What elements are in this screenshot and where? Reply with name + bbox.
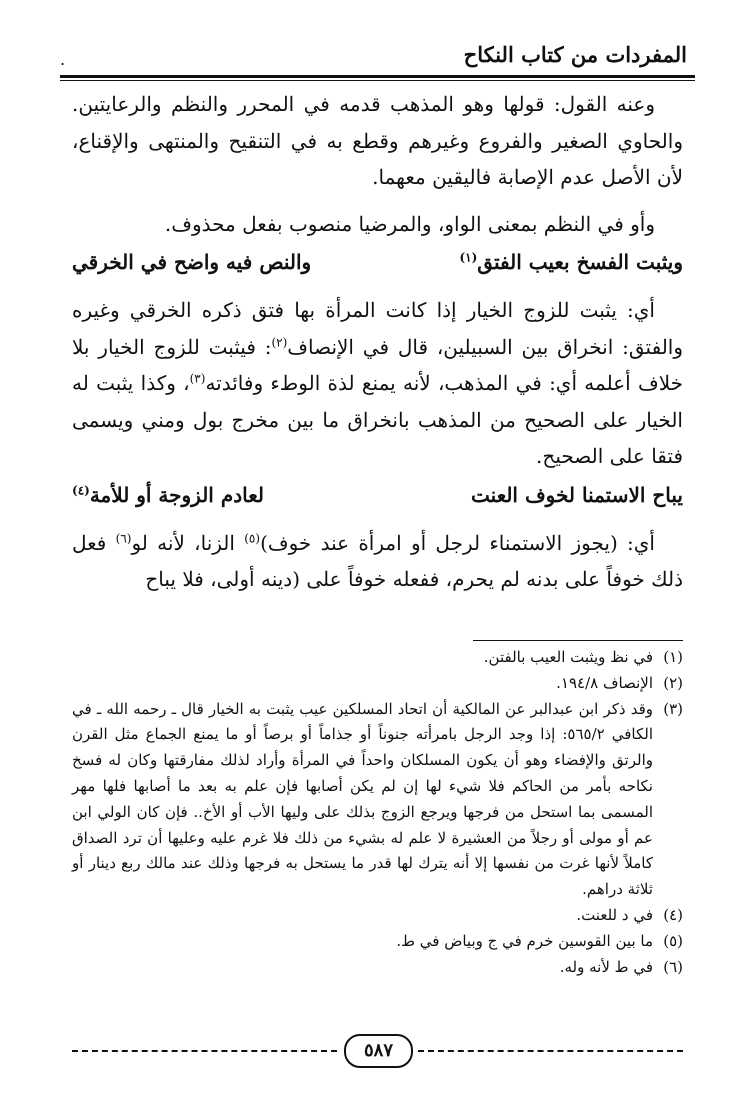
paragraph-4: أي: (يجوز الاستمناء لرجل أو امرأة عند خوف)$^{(٥)}$ الزنا، لأنه لو$^{(٦)}$ فعل ذلك خوفاً على بدنه لم يحرم، ففعله خوفاً على (دينه أولى، فلا يباح: [72, 530, 683, 591]
footnote-number: (٢): [663, 673, 683, 692]
footnote-ref-6[interactable]: (٦): [115, 530, 132, 545]
paragraph-3: أي: يثبت للزوج الخيار إذا كانت المرأة بها فتق ذكره الخرقي وغيره والفتق: انخراق بين السبيلين، قال في الإنصاف$^{(٢)}$: فيثبت للزوج الخيار بلا خلاف أعلمه أي: في المذهب، لأنه يمنع لذة الوطء وفائدته$^{(٣)}$، وكذا يثبت له الخيار على الصحيح من المذهب بانخراق ما بين مخرج بول ومني ويسمى فتقا على الصحيح.: [72, 298, 683, 468]
footnote-number: (٦): [663, 957, 683, 976]
page-number: ٥٨٧: [344, 1034, 413, 1068]
header-rule-thin: [60, 80, 695, 81]
running-header: [60, 38, 695, 78]
header-title: المفردات من كتاب النكاح: [463, 42, 687, 67]
footer-dash-left: [72, 1050, 337, 1052]
footnote: [72, 645, 683, 671]
footnotes: [72, 645, 683, 980]
header-rule-thick: [60, 75, 695, 78]
footnote-ref-4[interactable]: (٤): [72, 482, 90, 497]
footnote-text: الإنصاف ١٩٤/٨.: [556, 673, 653, 692]
footnote: [72, 697, 683, 903]
footnote-text: ما بين القوسين خرم في ج وبياض في ط.: [396, 931, 653, 950]
footnote-number: (٤): [663, 905, 683, 924]
footer-dash-right: [418, 1050, 683, 1052]
paragraph-2: وأو في النظم بمعنى الواو، والمرضيا منصوب بفعل محذوف.: [164, 211, 655, 236]
footnote: [72, 929, 683, 955]
footnote: [72, 955, 683, 981]
footnote-text: في نظ ويثبت العيب بالفتن.: [483, 648, 653, 666]
verse-1-second-hemistich: والنص فيه واضح في الخرقي: [72, 250, 312, 274]
footnote-ref-1[interactable]: (١): [459, 250, 478, 265]
header-mark: .: [60, 50, 66, 69]
footnote-number: (٥): [663, 931, 683, 950]
footnote-ref-5[interactable]: (٥): [244, 530, 261, 545]
footnote-text: في ط لأنه وله.: [559, 957, 653, 976]
page-footer: [72, 1032, 683, 1068]
footnote-number: (٣): [663, 699, 683, 718]
footnote: [72, 903, 683, 929]
footnote-ref-3[interactable]: (٣): [189, 371, 206, 386]
verse-2-first-hemistich: يباح الاستمنا لخوف العنت: [471, 482, 683, 507]
verse-1-first-hemistich: ويثبت الفسخ بعيب الفتق$^{(١)}$: [459, 250, 683, 274]
footnote-ref-2[interactable]: (٢): [271, 334, 288, 349]
footnote-separator: [473, 640, 683, 641]
main-text: [72, 86, 683, 598]
verse-line-1: [72, 242, 683, 282]
footnote-number: (١): [663, 648, 683, 666]
footnote: [72, 671, 683, 697]
verse-2-second-hemistich: لعادم الزوجة أو للأمة$^{(٤)}$: [72, 482, 264, 507]
verse-line-2: [72, 475, 683, 515]
footnote-text: وقد ذكر ابن عبدالبر عن المالكية أن اتحاد المسلكين عيب يثبت به الخيار قال ـ رحمه الله ـ في الكافي ٥٦٥/٢: إذا وجد الرجل بامرأته جنوناً أو جذاماً أو برصاً أو ما يمنع الجماع مثل القرن والرتق والإفضاء وهو أن يكون المسلكان واحداً في المرأة وأراد لذلك مفارقتها وكان له فسخ نكاحه بأمر من الحاكم فلا شيء لها إن لم يكن أصابها فإن علم به بعد ما أصابها فلها مهر المسمى بما استحل من فرجها ويرجع الزوج بذلك على وليها الأب أو الأخ.. فإن كان الولي ابن عم أو مولى أو رجلاً من العشيرة لا علم له بشيء من ذلك فلا غرم عليه وعليها أن ترد الصداق كاملاً لأنها غرت من نفسها إلا أنه يترك لها قدر ما يستحل به فرجها وذلك عند مالك ربع دينار أو ثلاثة دراهم.: [72, 699, 653, 899]
paragraph-1: وعنه القول: قولها وهو المذهب قدمه في المحرر والنظم والرعايتين. والحاوي الصغير والفروع وغيرهم وقطع به في التنقيح والمنتهى والإقناع، لأن الأصل عدم الإصابة فاليقين معهما.: [72, 92, 683, 189]
footnote-text: في د للعنت.: [576, 905, 653, 924]
